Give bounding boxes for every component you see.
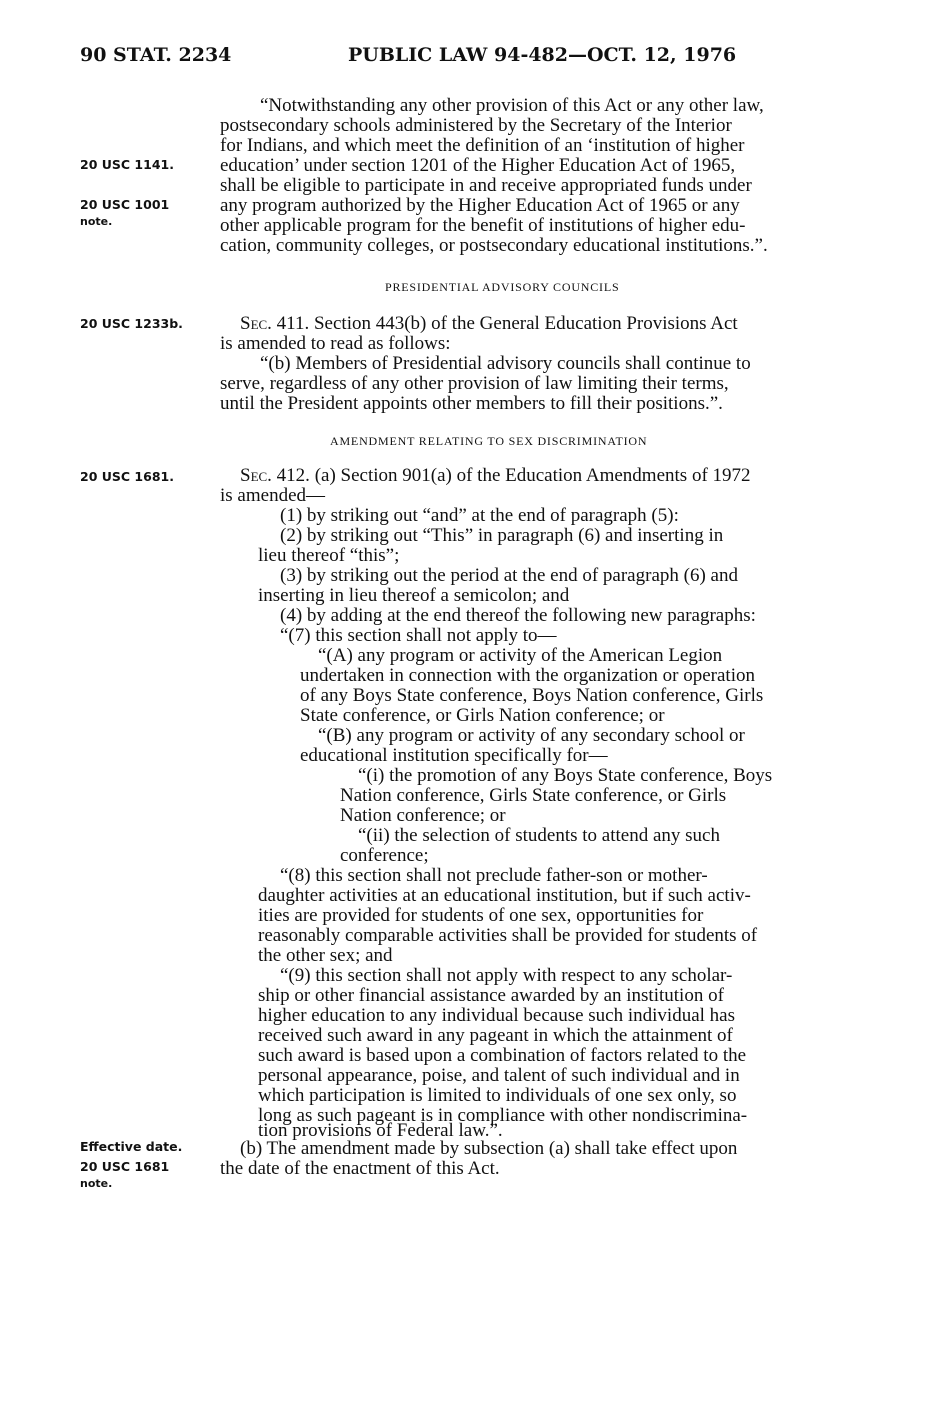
text-line: “(B) any program or activity of any secondary school or <box>318 725 745 746</box>
text-line: of any Boys State conference, Boys Nation conference, Girls <box>300 685 764 706</box>
text-line: lieu thereof “this”; <box>258 545 400 566</box>
margin-note: 20 USC 1233b. <box>80 316 183 331</box>
section-text: (a) Section 901(a) of the Education Amendments of 1972 <box>309 465 751 486</box>
text-line: State conference, or Girls Nation conference; or <box>300 705 665 726</box>
text-line: the other sex; and <box>258 945 393 966</box>
text-line: “(7) this section shall not apply to— <box>280 625 557 646</box>
text-line: other applicable program for the benefit of institutions of higher edu- <box>220 215 746 236</box>
text-line: education’ under section 1201 of the Higher Education Act of 1965, <box>220 155 736 176</box>
text-line: (b) The amendment made by subsection (a) shall take effect upon <box>240 1138 738 1159</box>
text-line: “(9) this section shall not apply with respect to any scholar- <box>280 965 733 986</box>
running-title: PUBLIC LAW 94-482—OCT. 12, 1976 <box>348 44 737 66</box>
text-line: conference; <box>340 845 429 866</box>
text-line: postsecondary schools administered by the Secretary of the Interior <box>220 115 732 136</box>
text-line: until the President appoints other members to fill their positions.”. <box>220 393 723 414</box>
section-heading: AMENDMENT RELATING TO SEX DISCRIMINATION <box>330 434 648 448</box>
section-number: Sec. 411. <box>240 313 310 334</box>
text-line: “Notwithstanding any other provision of this Act or any other law, <box>260 95 764 116</box>
text-line: long as such pageant is in compliance with other nondiscrimina- <box>258 1105 748 1126</box>
text-line: “(i) the promotion of any Boys State conference, Boys <box>358 765 773 786</box>
section-line <box>240 314 738 334</box>
text-line: (1) by striking out “and” at the end of paragraph (5): <box>280 505 679 526</box>
section-heading: PRESIDENTIAL ADVISORY COUNCILS <box>385 280 620 294</box>
text-line: personal appearance, poise, and talent of such individual and in <box>258 1065 740 1086</box>
text-line: serve, regardless of any other provision of law limiting their terms, <box>220 373 729 394</box>
text-line: (3) by striking out the period at the end of paragraph (6) and <box>280 565 738 586</box>
text-line: “(b) Members of Presidential advisory councils shall continue to <box>260 353 751 374</box>
text-line: Nation conference, Girls State conference, or Girls <box>340 785 727 806</box>
margin-note: 20 USC 1001 <box>80 197 170 212</box>
text-line: “(8) this section shall not preclude father-son or mother- <box>280 865 708 886</box>
margin-note: note. <box>80 215 113 228</box>
text-line: for Indians, and which meet the definition of an ‘institution of higher <box>220 135 745 156</box>
text-line: shall be eligible to participate in and receive appropriated funds under <box>220 175 752 196</box>
text-line: which participation is limited to individuals of one sex only, so <box>258 1085 737 1106</box>
text-line: ities are provided for students of one sex, opportunities for <box>258 905 704 926</box>
text-line: (4) by adding at the end thereof the following new paragraphs: <box>280 605 756 626</box>
text-line: received such award in any pageant in which the attainment of <box>258 1025 733 1046</box>
text-line: “(ii) the selection of students to attend any such <box>358 825 720 846</box>
text-line: Nation conference; or <box>340 805 506 826</box>
page-header <box>80 44 860 74</box>
text-line: inserting in lieu thereof a semicolon; and <box>258 585 570 606</box>
section-text: Section 443(b) of the General Education Provisions Act <box>309 313 738 334</box>
text-line: the date of the enactment of this Act. <box>220 1158 500 1179</box>
statute-page-number: 90 STAT. 2234 <box>80 44 232 66</box>
text-line: is amended to read as follows: <box>220 333 451 354</box>
text-line: “(A) any program or activity of the American Legion <box>318 645 723 666</box>
text-line: undertaken in connection with the organization or operation <box>300 665 755 686</box>
text-line: higher education to any individual because such individual has <box>258 1005 735 1026</box>
margin-note: 20 USC 1141. <box>80 157 174 172</box>
text-line: (2) by striking out “This” in paragraph (6) and inserting in <box>280 525 724 546</box>
text-line: ship or other financial assistance awarded by an institution of <box>258 985 724 1006</box>
margin-note: 20 USC 1681 <box>80 1159 170 1174</box>
text-line: educational institution specifically for— <box>300 745 608 766</box>
text-line: any program authorized by the Higher Education Act of 1965 or any <box>220 195 740 216</box>
section-line <box>240 466 751 486</box>
margin-note: note. <box>80 1177 113 1190</box>
section-number: Sec. 412. <box>240 465 310 486</box>
margin-note: 20 USC 1681. <box>80 469 174 484</box>
text-line: reasonably comparable activities shall be provided for students of <box>258 925 758 946</box>
text-line: daughter activities at an educational institution, but if such activ- <box>258 885 751 906</box>
text-line: is amended— <box>220 485 326 506</box>
text-line: cation, community colleges, or postsecondary educational institutions.”. <box>220 235 768 256</box>
text-line: tion provisions of Federal law.”. <box>258 1120 503 1141</box>
text-line: such award is based upon a combination of factors related to the <box>258 1045 747 1066</box>
margin-note: Effective date. <box>80 1139 183 1154</box>
